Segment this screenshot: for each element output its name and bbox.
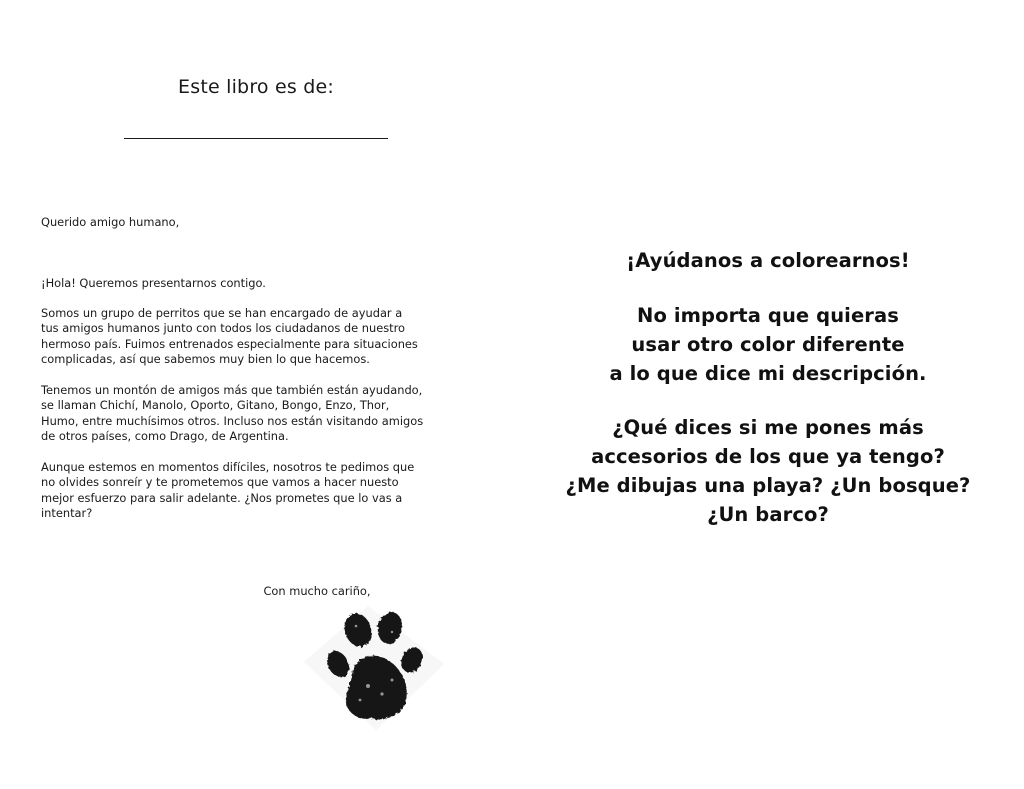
coloring-paragraph-2: ¿Qué dices si me pones más accesorios de los que ya tengo? ¿Me dibujas una playa? ¿Un bosque? ¿Un barco?	[565, 416, 971, 526]
owner-name-line	[124, 138, 388, 139]
letter-paragraph-3: Tenemos un montón de amigos más que también están ayudando, se llaman Chichí, Manolo, Oporto, Gitano, Bongo, Enzo, Thor, Humo, entre muchísimos otros. Incluso nos están visitando amigos de otros países, como Drago, de Argentina.	[41, 383, 424, 444]
letter-signoff: Con mucho cariño,	[263, 584, 371, 598]
letter-paragraph-1: ¡Hola! Queremos presentarnos contigo.	[41, 276, 266, 290]
letter-greeting: Querido amigo humano,	[41, 215, 180, 229]
right-page	[512, 0, 1024, 789]
letter-paragraph-2: Somos un grupo de perritos que se han encargado de ayudar a tus amigos humanos junto con todos los ciudadanos de nuestro hermoso país. Fuimos entrenados especialmente para situaciones complicadas, así que sabemos muy bien lo que hacemos.	[41, 306, 418, 367]
owner-title: Este libro es de:	[178, 76, 334, 98]
coloring-paragraph-1: No importa que quieras usar otro color diferente a lo que dice mi descripción.	[609, 304, 927, 385]
paw-print-icon	[298, 602, 448, 734]
letter-paragraph-4: Aunque estemos en momentos difíciles, nosotros te pedimos que no olvides sonreír y te prometemos que vamos a hacer nuesto mejor esfuerzo para salir adelante. ¿Nos prometes que lo vas a intentar?	[41, 460, 415, 521]
coloring-heading: ¡Ayúdanos a colorearnos!	[626, 249, 910, 272]
